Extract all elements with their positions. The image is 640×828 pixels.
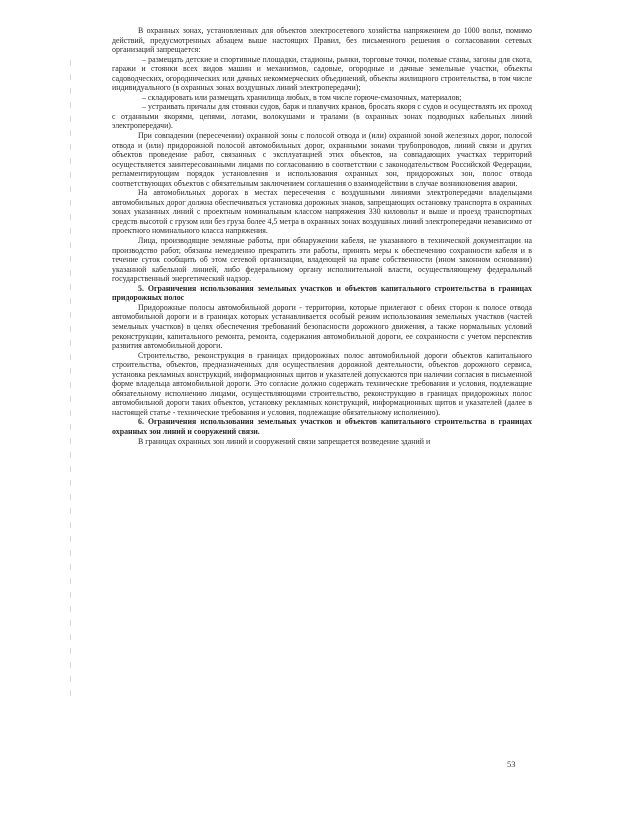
list-item-moorings: – устраивать причалы для стоянки судов, барж и плавучих кранов, бросать якоря с судов и осуществлять их проход с отданными якорями, цепями, лотами, волокушами и тралами (в охранных зонах подводных кабельных линий электропередачи). — [112, 102, 532, 131]
paragraph-earthworks: Лица, производящие земляные работы, при обнаружении кабеля, не указанного в технической документации на производство работ, обязаны немедленно прекратить эти работы, принять меры к обеспечению сохранности кабеля и в течение суток сообщить об этом сетевой организации, владеющей на праве собственности (ином законном основании) указанной кабельной линией, либо федеральному органу исполнительной власти, осуществляющему федеральный государственный энергетический надзор. — [112, 236, 532, 284]
list-item-storage: – складировать или размещать хранилища любых, в том числе горюче-смазочных, материалов; — [142, 92, 462, 102]
list-item-playgrounds: – размещать детские и спортивные площадки, стадионы, рынки, торговые точки, полевые станы, загоны для скота, гаражи и стоянки всех видов машин и механизмов, садовые, огородные и дачные земельные участки, объекты садоводческих, огороднических или дачных некоммерческих объединений, объекты жилищного строительства, в том числе индивидуального (в охранных зонах воздушных линий электропередачи); — [112, 54, 532, 93]
paragraph-roadside-construction: Строительство, реконструкция в границах придорожных полос автомобильной дороги объектов капитального строительства, объектов, предназначенных для осуществления дорожной деятельности, объектов дорожного сервиса, установка рекламных конструкций, информационных щитов и указателей допускаются при наличии согласия в письменной форме владельца автомобильной дороги. Это согласие должно содержать технические требования и условия, подлежащие обязательному исполнению лицами, осуществляющими строительство, реконструкцию в границах придорожных полос автомобильной дороги таких объектов, установку рекламных конструкций, информационных щитов и указателей (далее в настоящей статье - технические требования и условия, подлежащие обязательному исполнению). — [112, 350, 532, 417]
section-heading-roadside-strips: 5. Ограничения использования земельных участков и объектов капитального строительства в границах придорожных полос — [112, 283, 532, 303]
paragraph-communication-zones: В границах охранных зон линий и сооружений связи запрещается возведение зданий и — [138, 436, 431, 446]
paragraph-zone-overlap: При совпадении (пересечении) охранной зоны с полосой отвода и (или) охранной зоной железных дорог, полосой отвода и (или) придорожной полосой автомобильных дорог, охранными зонами трубопроводов, линий связи и других объектов проведение работ, связанных с эксплуатацией этих объектов, на совпадающих участках территорий осуществляется заинтересованными лицами по согласованию в соответствии с законодательством Российской Федерации, регламентирующим порядок установления и использования охранных зон, придорожных зон, полос отвода соответствующих объектов с обязательным заключением соглашения о взаимодействии в случае возникновения аварии. — [112, 131, 532, 188]
section-heading-communication-zones: 6. Ограничения использования земельных участков и объектов капитального строительства в границах охранных зон линий и сооружений связи. — [112, 417, 532, 436]
paragraph-roadside-definition: Придорожные полосы автомобильной дороги - территории, которые прилегают с обеих сторон к полосе отвода автомобильной дороги и в границах которых устанавливается особый режим использования земельных участков (частей земельных участков) в целях обеспечения требований безопасности дорожного движения, а также нормальных условий реконструкции, капитального ремонта, ремонта, содержания автомобильной дороги, ее сохранности с учетом перспектив развития автомобильной дороги. — [112, 302, 532, 351]
paragraph-power-zones-intro: В охранных зонах, установленных для объектов электросетевого хозяйства напряжением до 1000 вольт, помимо действий, предусмотренных абзацем выше настоящих Правил, без письменного решения о согласовании сетевых организаций запрещается: — [112, 26, 532, 55]
paragraph-road-crossings: На автомобильных дорогах в местах пересечения с воздушными линиями электропередачи владельцами автомобильных дорог должна обеспечиваться установка дорожных знаков, запрещающих остановку транспорта в охранных зонах указанных линий с проектным номинальным классом напряжения 330 киловольт и выше и проезд транспортных средств высотой с грузом или без груза более 4,5 метра в охранных зонах воздушных линий электропередачи независимо от проектного номинального класса напряжения. — [112, 188, 532, 236]
scan-edge-mark — [70, 60, 71, 700]
document-page — [112, 26, 532, 446]
page-number: 53 — [507, 759, 516, 769]
